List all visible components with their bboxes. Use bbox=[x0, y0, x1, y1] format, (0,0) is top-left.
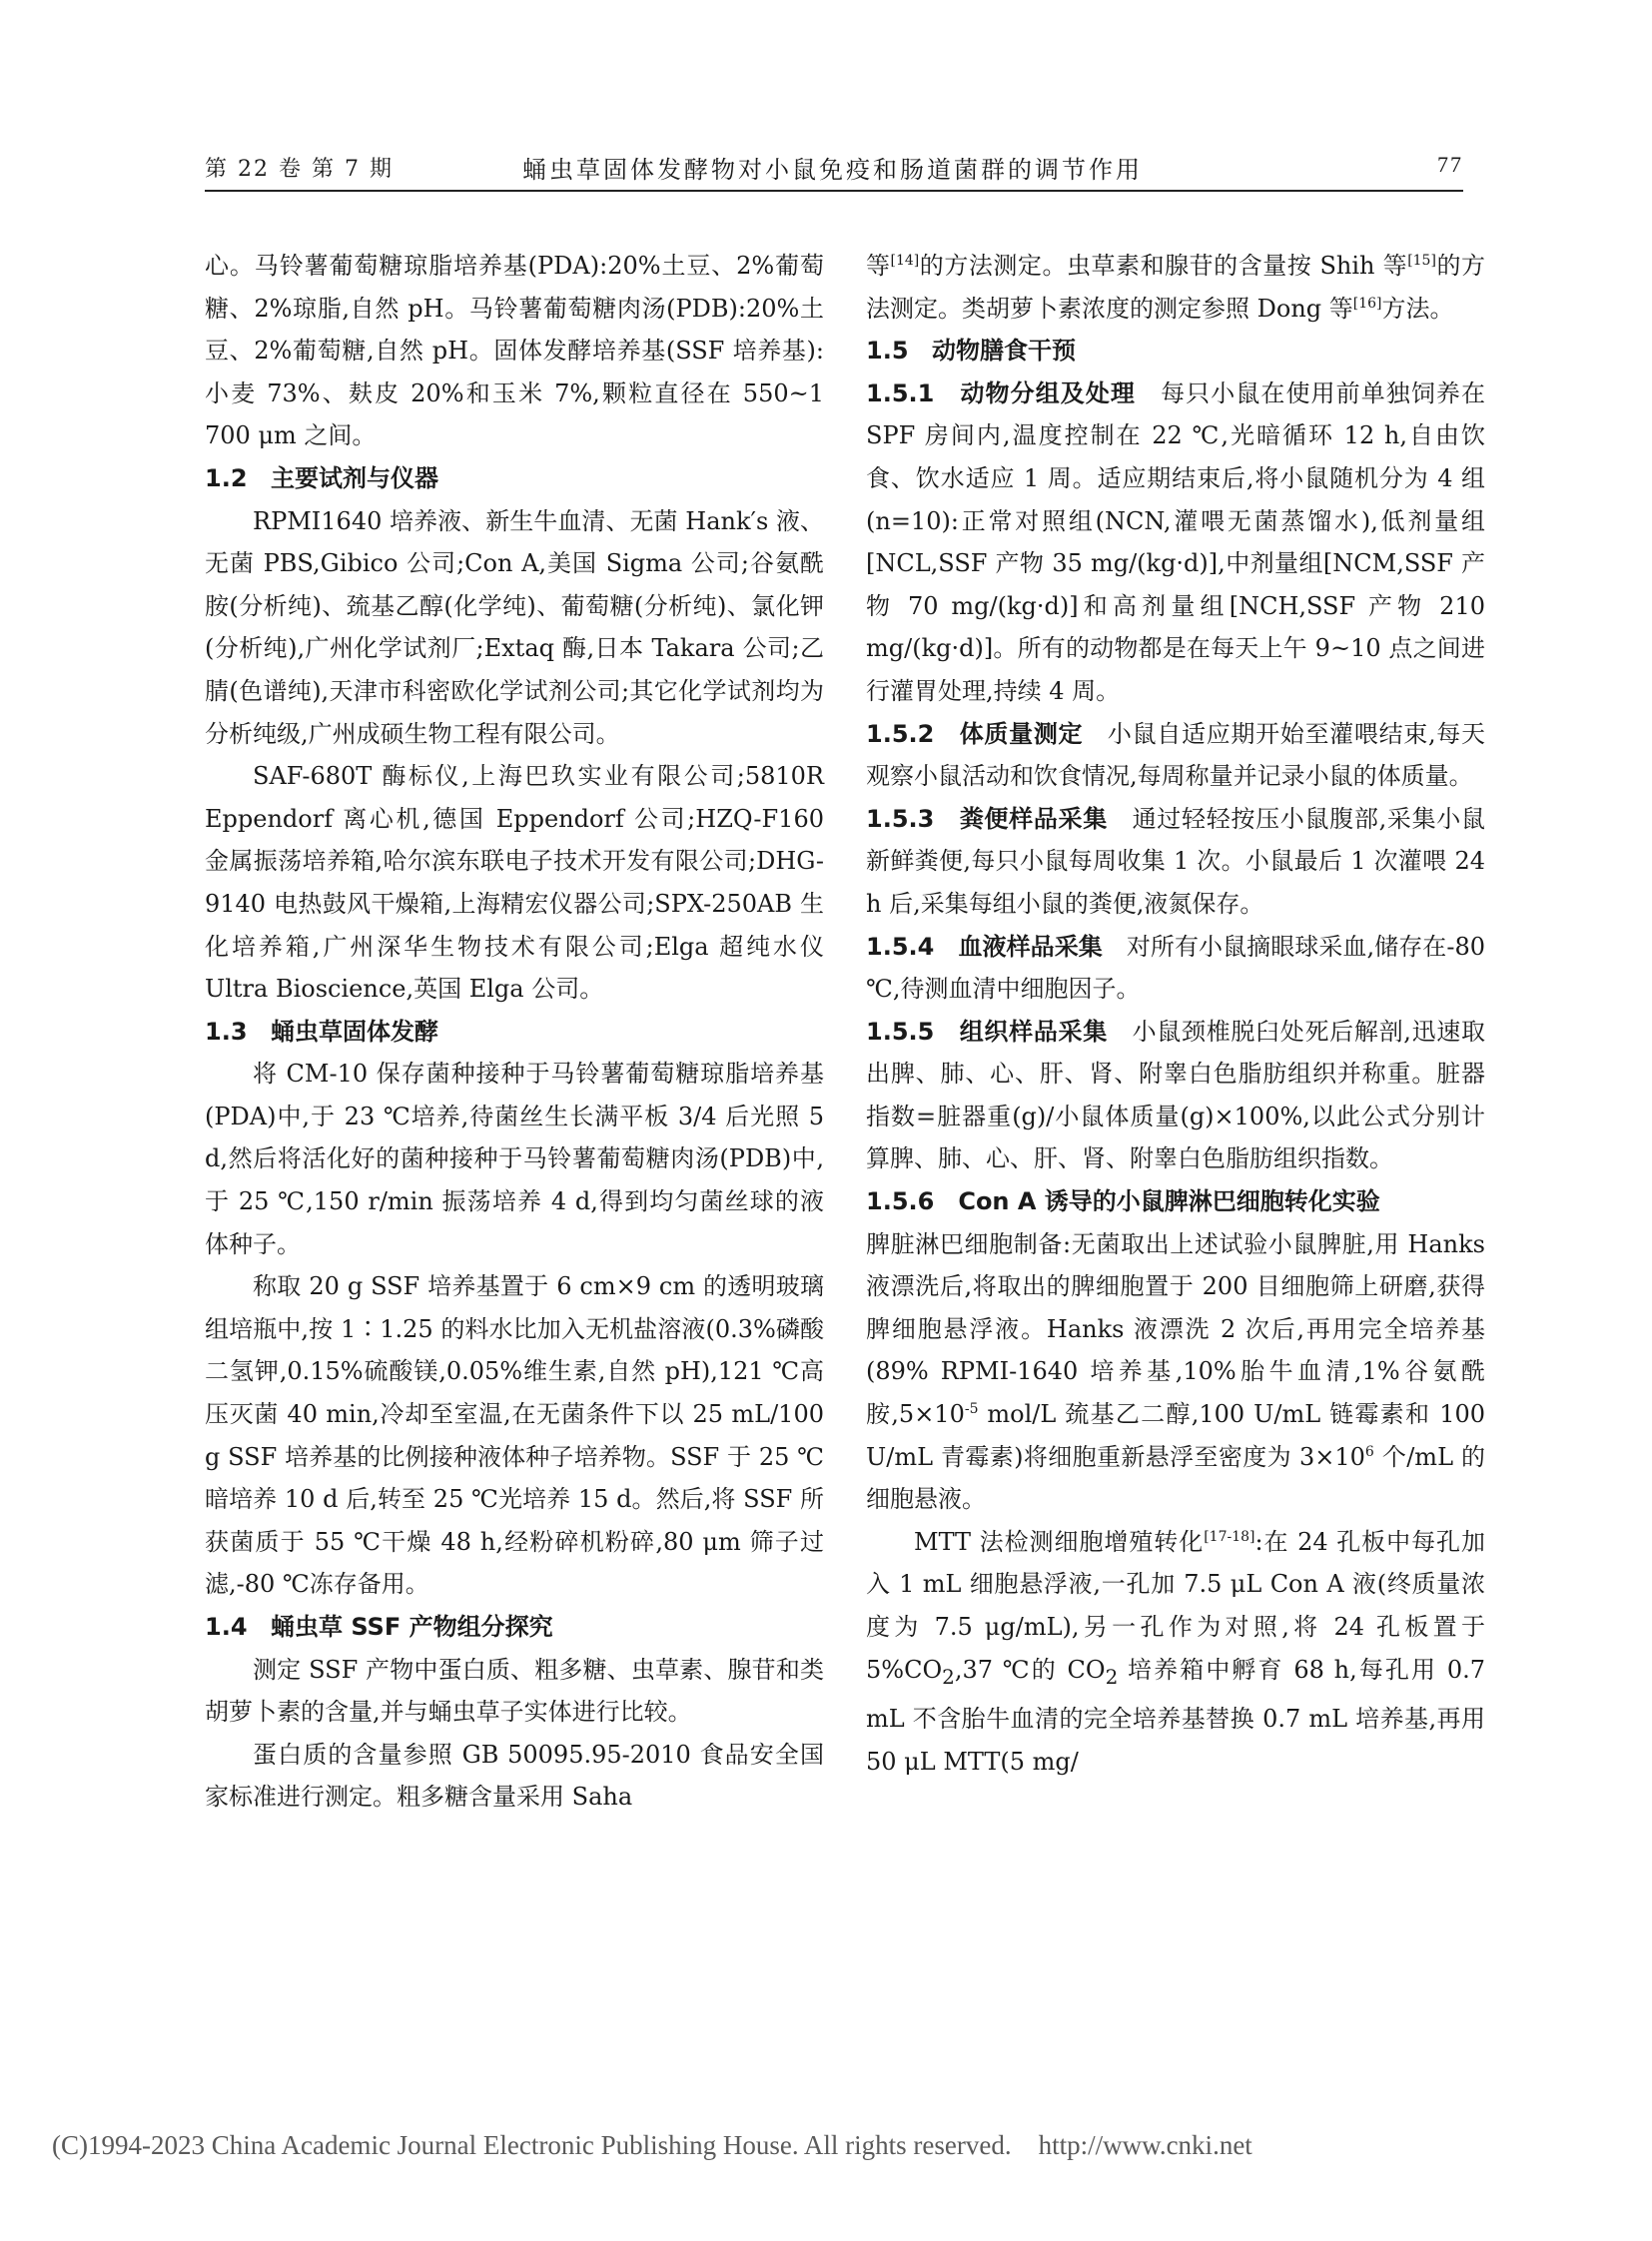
section-title: 主要试剂与仪器 bbox=[271, 463, 438, 492]
citation: [16] bbox=[1352, 295, 1382, 312]
section-heading bbox=[205, 1606, 824, 1649]
text-run: 脾脏淋巴细胞制备:无菌取出上述试验小鼠脾脏,用 Hanks 液漂洗后,将取出的脾细胞置于 200 目细胞筛上研磨,获得脾细胞悬浮液。Hanks 液漂洗 2 次后,再用完全培养基(89% RPMI-1640 培养基,10%胎牛血清,1%谷氨酰胺,5×10 bbox=[866, 1229, 1485, 1429]
subsection-label: 1.5.3 粪便样品采集 bbox=[866, 804, 1108, 833]
text-run: 小鼠自适应期开始至灌喂结束,每天观察小鼠活动和饮食情况,每周称量并记录小鼠的体质量。 bbox=[866, 719, 1485, 791]
section-heading bbox=[205, 1011, 824, 1054]
page-number: 77 bbox=[1437, 152, 1463, 177]
paragraph: 将 CM-10 保存菌种接种于马铃薯葡萄糖琼脂培养基(PDA)中,于 23 ℃培养,待菌丝生长满平板 3/4 后光照 5 d,然后将活化好的菌种接种于马铃薯葡萄糖肉汤(PDB)中,于 25 ℃,150 r/min 振荡培养 4 d,得到均匀菌丝球的液体种子。 bbox=[205, 1060, 824, 1258]
left-column bbox=[205, 245, 824, 1819]
citation: [15] bbox=[1407, 253, 1436, 269]
text-run: ,37 ℃的 CO bbox=[954, 1655, 1106, 1684]
paragraph: 心。马铃薯葡萄糖琼脂培养基(PDA):20%土豆、2%葡萄糖、2%琼脂,自然 pH。马铃薯葡萄糖肉汤(PDB):20%土豆、2%葡萄糖,自然 pH。固体发酵培养基(SSF 培养基):小麦 73%、麸皮 20%和玉米 7%,颗粒直径在 550~1 700 μm 之间。 bbox=[205, 252, 824, 450]
article-title: 蛹虫草固体发酵物对小鼠免疫和肠道菌群的调节作用 bbox=[522, 156, 1143, 184]
superscript: 6 bbox=[1364, 1443, 1374, 1460]
section-number: 1.4 bbox=[205, 1613, 248, 1641]
subsection-label: 1.5.2 体质量测定 bbox=[866, 719, 1084, 748]
section-title: 蛹虫草 SSF 产物组分探究 bbox=[271, 1613, 553, 1641]
running-header bbox=[205, 150, 1463, 190]
paragraph: 蛋白质的含量参照 GB 50095.95-2010 食品安全国家标准进行测定。粗多糖含量采用 Saha bbox=[205, 1740, 824, 1812]
text-run: 的方法测定。虫草素和腺苷的含量按 Shih 等 bbox=[919, 252, 1408, 280]
paragraph: 测定 SSF 产物中蛋白质、粗多糖、虫草素、腺苷和类胡萝卜素的含量,并与蛹虫草子实体进行比较。 bbox=[205, 1655, 824, 1727]
right-column bbox=[866, 245, 1485, 1783]
subsection-label: 1.5.5 组织样品采集 bbox=[866, 1017, 1108, 1046]
copyright-footer bbox=[52, 2130, 1252, 2161]
section-number: 1.5 bbox=[866, 337, 909, 366]
superscript: -5 bbox=[964, 1401, 979, 1418]
text-run: 小鼠颈椎脱臼处死后解剖,迅速取出脾、肺、心、肝、肾、附睾白色脂肪组织并称重。脏器指数=脏器重(g)/小鼠体质量(g)×100%,以此公式分别计算脾、肺、心、肝、肾、附睾白色脂肪组织指数。 bbox=[866, 1017, 1485, 1173]
subsection-label: 1.5.6 Con A 诱导的小鼠脾淋巴细胞转化实验 bbox=[866, 1187, 1380, 1216]
text-run: 方法。 bbox=[1381, 294, 1454, 323]
subscript: 2 bbox=[1105, 1664, 1119, 1689]
paragraph bbox=[866, 798, 1485, 926]
paragraph bbox=[866, 1223, 1485, 1521]
paragraph bbox=[866, 1521, 1485, 1783]
paragraph: 称取 20 g SSF 培养基置于 6 cm×9 cm 的透明玻璃组培瓶中,按 1∶1.25 的料水比加入无机盐溶液(0.3%磷酸二氢钾,0.15%硫酸镁,0.05%维生素,自然 pH),121 ℃高压灭菌 40 min,冷却至室温,在无菌条件下以 25 mL/100 g SSF 培养基的比例接种液体种子培养物。SSF 于 25 ℃暗培养 10 d 后,转至 25 ℃光培养 15 d。然后,将 SSF 所获菌质于 55 ℃干燥 48 h,经粉碎机粉碎,80 μm 筛子过滤,-80 ℃冻存备用。 bbox=[205, 1272, 824, 1599]
paragraph bbox=[866, 713, 1485, 798]
subsection-label: 1.5.4 血液样品采集 bbox=[866, 932, 1103, 961]
paragraph bbox=[866, 1180, 1485, 1223]
text-run: :在 24 孔板中每孔加入 1 mL 细胞悬浮液,一孔加 7.5 μL Con A 液(终质量浓度为 7.5 μg/mL),另一孔作为对照,将 24 孔板置于 5%CO bbox=[866, 1527, 1485, 1684]
paragraph bbox=[866, 926, 1485, 1011]
text-run: 等 bbox=[866, 252, 891, 280]
section-number: 1.2 bbox=[205, 463, 248, 492]
text-run: mol/L 巯基乙二醇,100 U/mL 链霉素和 100 U/mL 青霉素)将细胞重新悬浮至密度为 3×10 bbox=[866, 1400, 1486, 1471]
text-run: 每只小鼠在使用前单独饲养在 SPF 房间内,温度控制在 22 ℃,光暗循环 12 h,自由饮食、饮水适应 1 周。适应期结束后,将小鼠随机分为 4 组(n=10):正常对照组(NCN,灌喂无菌蒸馏水),低剂量组[NCL,SSF 产物 35 mg/(kg·d)],中剂量组[NCM,SSF 产物 70 mg/(kg·d)]和高剂量组[NCH,SSF 产物 210 mg/(kg·d)]。所有的动物都是在每天上午 9~10 点之间进行灌胃处理,持续 4 周。 bbox=[866, 378, 1485, 705]
paragraph bbox=[866, 373, 1485, 713]
section-number: 1.3 bbox=[205, 1017, 248, 1046]
text-run: 培养箱中孵育 68 h,每孔用 0.7 mL 不含胎牛血清的完全培养基替换 0.7 mL 培养基,再用 50 μL MTT(5 mg/ bbox=[866, 1655, 1486, 1776]
paragraph bbox=[866, 1011, 1485, 1180]
subsection-label: 1.5.1 动物分组及处理 bbox=[866, 378, 1137, 407]
citation: [17-18] bbox=[1204, 1528, 1255, 1545]
section-heading bbox=[866, 330, 1485, 373]
section-title: 动物膳食干预 bbox=[932, 337, 1076, 366]
text-run: MTT 法检测细胞增殖转化 bbox=[914, 1527, 1205, 1556]
text-run: 的方法测定。类胡萝卜素浓度的测定参照 Dong 等 bbox=[866, 252, 1485, 323]
paragraph bbox=[866, 245, 1485, 330]
section-title: 蛹虫草固体发酵 bbox=[271, 1017, 438, 1046]
issue-info: 第 22 卷 第 7 期 bbox=[205, 157, 394, 182]
text-run: 对所有小鼠摘眼球采血,储存在-80 ℃,待测血清中细胞因子。 bbox=[866, 932, 1485, 1004]
copyright-text: (C)1994-2023 China Academic Journal Electronic Publishing House. All rights reserved. bbox=[52, 2130, 1012, 2160]
paragraph: RPMI1640 培养液、新生牛血清、无菌 Hank′s 液、无菌 PBS,Gibico 公司;Con A,美国 Sigma 公司;谷氨酰胺(分析纯)、巯基乙醇(化学纯)、葡萄糖(分析纯)、氯化钾(分析纯),广州化学试剂厂;Extaq 酶,日本 Takara 公司;乙腈(色谱纯),天津市科密欧化学试剂公司;其它化学试剂均为分析纯级,广州成硕生物工程有限公司。 bbox=[205, 506, 824, 748]
section-heading bbox=[205, 457, 824, 500]
header-rule bbox=[205, 190, 1463, 192]
cnki-url: http://www.cnki.net bbox=[1038, 2130, 1252, 2160]
paragraph: SAF-680T 酶标仪,上海巴玖实业有限公司;5810R Eppendorf 离心机,德国 Eppendorf 公司;HZQ-F160 金属振荡培养箱,哈尔滨东联电子技术开发有限公司;DHG-9140 电热鼓风干燥箱,上海精宏仪器公司;SPX-250AB 生化培养箱,广州深华生物技术有限公司;Elga 超纯水仪 Ultra Bioscience,英国 Elga 公司。 bbox=[205, 762, 824, 1004]
text-run: 通过轻轻按压小鼠腹部,采集小鼠新鲜粪便,每只小鼠每周收集 1 次。小鼠最后 1 次灌喂 24 h 后,采集每组小鼠的粪便,液氮保存。 bbox=[866, 804, 1485, 918]
subscript: 2 bbox=[942, 1664, 955, 1689]
text-run: 个/mL 的细胞悬液。 bbox=[866, 1442, 1486, 1514]
citation: [14] bbox=[890, 253, 920, 269]
